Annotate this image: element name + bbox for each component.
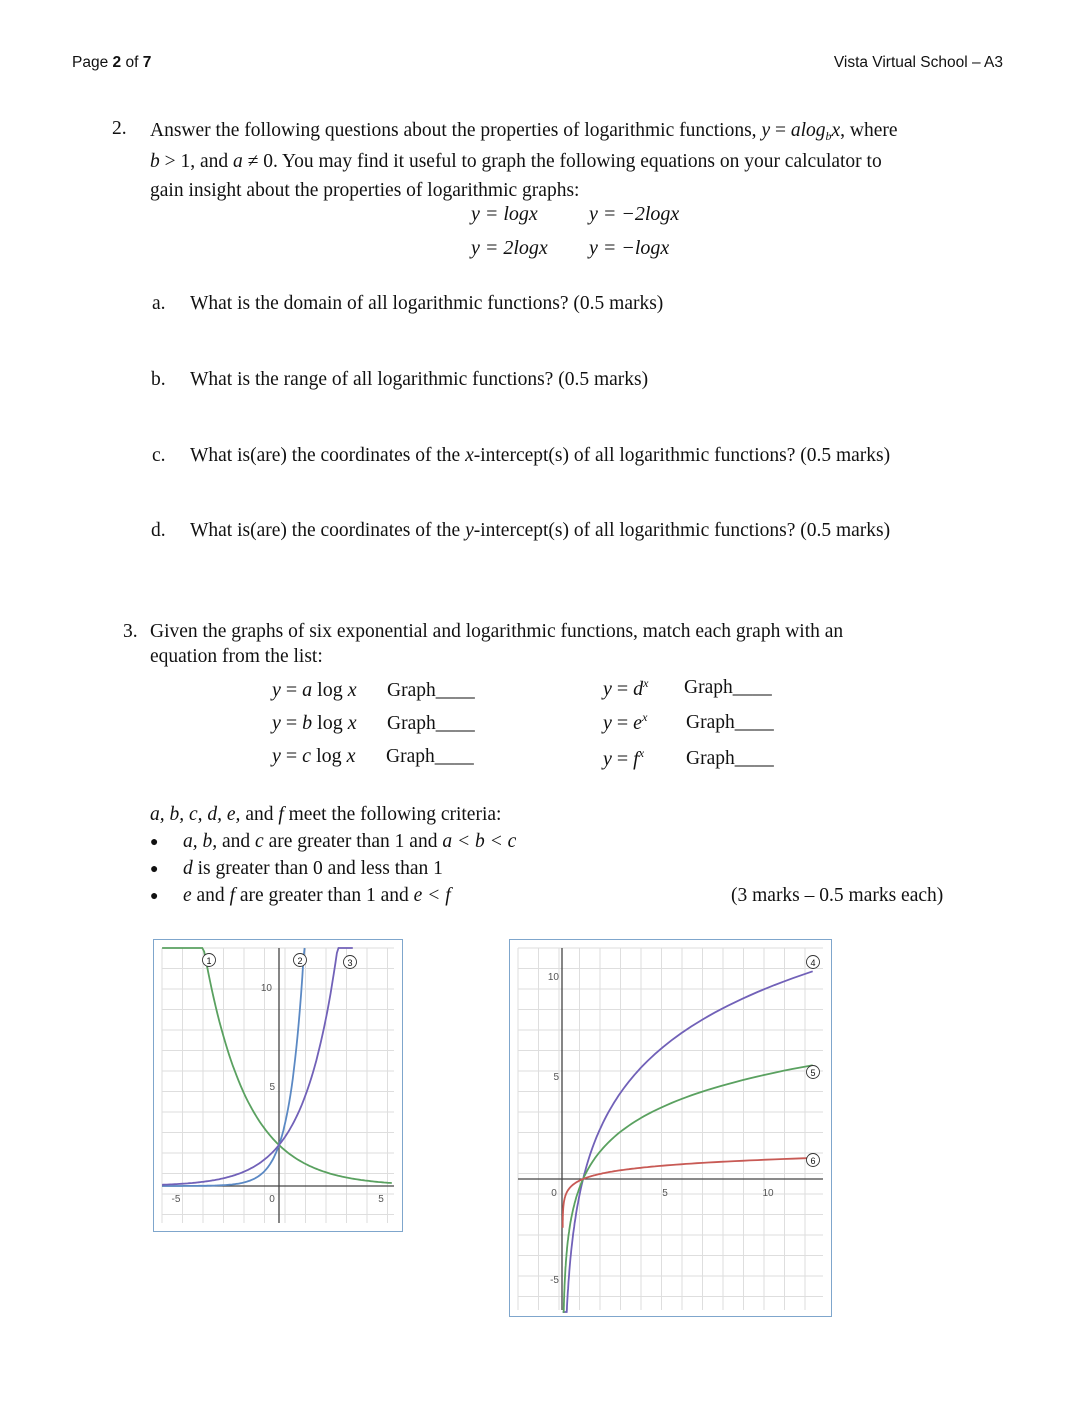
eq-base: d [633,678,644,700]
criteria-f: f [278,804,284,825]
eq-y: y [272,745,281,767]
eq-equals: = [280,712,303,734]
marker-2-label: 2 [297,956,303,966]
q2-number: 2. [112,118,127,139]
eq-base: e [633,712,643,734]
q2-line2-gt1: > 1, and [159,151,234,172]
marker-2-icon [294,954,307,967]
eq-x: x [347,712,357,734]
marker-1-icon [203,954,216,967]
q2-line1 [150,116,898,146]
q2-line2 [150,147,882,177]
q2-line1-end: , where [840,120,898,141]
criteria-rest: meet the following criteria: [283,804,502,825]
graph-right [509,939,832,1317]
page-of: of [121,54,143,71]
page-prefix: Page [72,54,113,71]
eq-equals: = [611,748,634,770]
crit-mid: and [217,831,256,852]
q2b-text: What is the range of all logarithmic functions? (0.5 marks) [190,369,649,390]
y-tick-label: 10 [260,983,272,994]
marker-6-icon [807,1154,820,1167]
q2-eq-alog: alog [790,120,826,141]
q2a-text: What is the domain of all logarithmic functions? (0.5 marks) [190,293,664,314]
marks-note: (3 marks – 0.5 marks each) [731,885,944,906]
criteria-intro [150,804,501,826]
q3-left-eq-2 [272,712,357,735]
bullet-icon: ● [150,862,159,877]
x-tick-label: -5 [171,1194,181,1205]
eq-x: x [347,679,357,701]
bullet-icon: ● [150,835,159,850]
eq-equals: = [280,745,303,767]
eq-exp: x [638,746,645,760]
graph-right-svg [510,940,831,1316]
eq-coef: b [302,712,313,734]
curve-3 [162,948,353,1185]
eq-x: x [346,745,356,767]
criteria-item-1 [183,831,516,853]
eq-y: y [603,712,612,734]
q2d-pre: What is(are) the coordinates of the [190,520,466,541]
q2-equation-1: y = logx [471,203,538,225]
y-tick-label: -5 [550,1275,559,1286]
eq-equals: = [611,678,634,700]
q2-eq-x: x [831,120,841,141]
eq-y: y [272,679,281,701]
q2d-text [190,520,890,542]
school-name: Vista Virtual School – A3 [833,54,1003,71]
eq-exp: x [643,676,649,690]
q2-eq-y: y [761,120,771,141]
x-tick-label: 10 [762,1188,774,1199]
q3-line1: Given the graphs of six exponential and logarithmic functions, match each graph with an [150,621,844,642]
criteria-vars: a, b, c, d, e, [150,804,241,825]
crit-post: are greater than 1 and [263,831,443,852]
criteria-and: and [240,804,279,825]
q2-equation-2: y = −2logx [589,203,680,225]
marker-4-icon [807,956,820,969]
q3-left-blank-2[interactable]: Graph____ [387,713,475,734]
q2c-var: x [465,445,474,466]
q3-left-eq-3 [272,745,356,768]
eq-log: log [311,745,347,767]
marker-3-label: 3 [347,958,353,968]
crit-var2: c [255,831,264,852]
crit-ineq: e < f [413,885,451,906]
q2-line2-a: a [233,151,243,172]
q2-line2-b: b [150,151,160,172]
x-tick-label: 0 [551,1188,557,1199]
eq-base: f [633,748,639,770]
y-tick-label: 5 [553,1072,559,1083]
q2d-label: d. [151,520,166,541]
q2-equation-3: y = 2logx [471,237,548,259]
criteria-item-2 [183,858,443,880]
y-tick-label: 5 [269,1082,275,1093]
marker-6-label: 6 [810,1156,816,1166]
q2-line2-ne0: ≠ 0 [242,151,273,172]
q2-line3: gain insight about the properties of logarithmic graphs: [150,180,580,201]
q2c-label: c. [152,445,166,466]
graph-left-svg [154,940,402,1231]
q2a-label: a. [152,293,166,314]
q2c-pre: What is(are) the coordinates of the [190,445,466,466]
q3-right-blank-3[interactable]: Graph____ [686,748,774,769]
q3-left-blank-1[interactable]: Graph____ [387,680,475,701]
eq-log: log [312,712,348,734]
q2d-var: y [465,520,474,541]
page-current: 2 [112,54,122,71]
q2-line1-text: Answer the following questions about the properties of logarithmic functions, [150,120,757,141]
marker-1-label: 1 [206,956,212,966]
marker-3-icon [344,956,357,969]
x-tick-label: 5 [662,1188,668,1199]
eq-y: y [603,748,612,770]
page-number [72,54,151,72]
crit-mid: and [191,885,230,906]
q3-number: 3. [123,621,138,642]
eq-y: y [603,678,612,700]
q2-eq-equals: = [770,120,791,141]
graph-left [153,939,403,1232]
q3-right-blank-2[interactable]: Graph____ [686,712,774,733]
q2-equation-4: y = −logx [589,237,670,259]
eq-coef: c [302,745,312,767]
q2b-label: b. [151,369,166,390]
q3-right-eq-2 [603,712,647,735]
crit-ineq: a < b < c [442,831,517,852]
q3-right-blank-1[interactable]: Graph____ [684,677,772,698]
bullet-icon: ● [150,889,159,904]
q3-right-eq-3 [603,748,644,771]
grid [518,948,823,1310]
x-tick-label: 0 [269,1194,275,1205]
crit-var: d [183,858,193,879]
crit-post: are greater than 1 and [234,885,414,906]
eq-equals: = [280,679,303,701]
q2-line2-rest: . You may find it useful to graph the following equations on your calculator to [272,151,882,172]
eq-equals: = [611,712,634,734]
criteria-item-3 [183,885,451,907]
q3-line2: equation from the list: [150,646,323,667]
crit-var: a, b, [183,831,218,852]
q2-eq-base: b [825,129,832,143]
q3-right-eq-1 [603,678,649,701]
y-tick-label: 10 [547,972,559,983]
marker-5-label: 5 [810,1068,816,1078]
page-total: 7 [142,54,152,71]
marker-4-label: 4 [810,958,816,968]
eq-exp: x [642,710,648,724]
crit-mid: is greater than 0 and less than 1 [192,858,443,879]
q2d-post: -intercept(s) of all logarithmic functions? (0.5 marks) [473,520,891,541]
q2c-text [190,445,890,467]
q2c-post: -intercept(s) of all logarithmic functions? (0.5 marks) [473,445,891,466]
x-tick-label: 5 [378,1194,384,1205]
q3-left-eq-1 [272,679,357,702]
crit-var: e [183,885,192,906]
eq-y: y [272,712,281,734]
eq-log: log [312,679,348,701]
crit-var2: f [229,885,235,906]
marker-5-icon [807,1066,820,1079]
q3-left-blank-3[interactable]: Graph____ [386,746,474,767]
eq-coef: a [302,679,313,701]
